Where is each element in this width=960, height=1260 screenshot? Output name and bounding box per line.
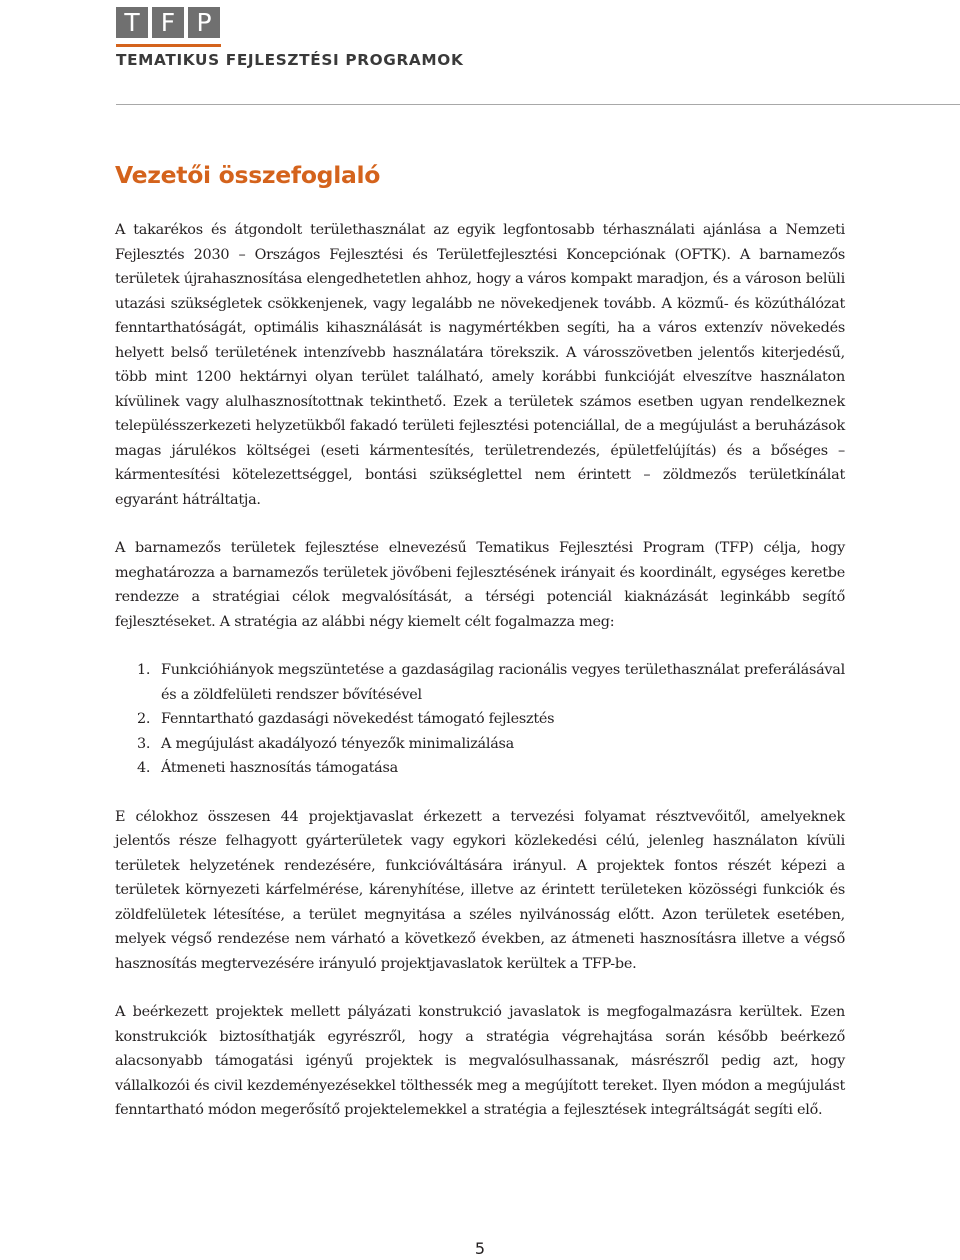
- goal-number: 1.: [137, 662, 151, 678]
- page-header: [0, 0, 960, 110]
- goals-list: [115, 658, 845, 781]
- document-body: [115, 218, 845, 1123]
- logo-letter-t: T: [116, 7, 148, 38]
- goal-number: 3.: [137, 735, 151, 752]
- paragraph-projects: E célokhoz összesen 44 projektjavaslat érkezett a tervezési folyamat résztvevőitől, amelyeknek jelentős része felhagyott gyárterületek vagy egykori közlekedési célú, jelenleg használaton kívüli területek helyzetének rendezésére, funkcióváltására irányul. A projektek fontos részét képezi a területek környezeti kárfelmérése, kárenyhítése, illetve az érintett területeken közösségi funkciók és zöldfelületek létesítése, a terület megnyitása a széles nyilvánosság előtt. Azon területek esetében, melyek végső rendezése nem várható a következő években, az átmeneti hasznosításra illetve a végső hasznosítás megtervezésére irányuló projektjavaslatok kerültek a TFP-be.: [115, 808, 845, 972]
- paragraph-constructions: A beérkezett projektek mellett pályázati konstrukció javaslatok is megfogalmazásra kerültek. Ezen konstrukciók biztosíthatják egyrészről, hogy a stratégia végrehajtása során később beérkező alacsonyabb támogatási igényű projektek is megvalósulhassanak, másrészről pedig azt, hogy vállalkozói és civil kezdeményezésekkel tölthessék meg a megújított tereket. Ilyen módon a megújulást fenntartható módon megerősítő projektelemekkel a stratégia a fejlesztések integráltságát segíti elő.: [115, 1004, 845, 1118]
- paragraph-intro: A takarékos és átgondolt területhasználat az egyik legfontosabb térhasználati ajánlása a Nemzeti Fejlesztés 2030 – Országos Fejlesztési és Területfejlesztési Koncepciónak (OFTK). A barnamezős területek újrahasznosítása elengedhetetlen ahhoz, hogy a város kompakt maradjon, és a városon belüli utazási szükségletek csökkenjenek, vagy legalább ne növekedjenek tovább. A közmű- és közúthálózat fenntarthatóságát, optimális kihasználását is nagymértékben segíti, ha a város extenzív növekedés helyett belső területének intenzívebb használatára törekszik. A városszövetben jelentős kiterjedésű, több mint 1200 hektárnyi olyan terület található, amely korábbi funkcióját elveszítve használaton kívülinek vagy alulhasznosítottnak tekinthető. Ezek a területek számos esetben ugyan rendelkeznek településszerkezeti helyzetükből fakadó területi fejlesztési potenciállal, de a megújulást a beruházások magas járulékos költségei (eseti kármentesítés, területrendezés, épületfelújítás) és a bőséges – kármentesítési kötelezettséggel, bontási szükséglettel nem érintett – zöldmezős területkínálat egyaránt hátráltatja.: [115, 222, 845, 508]
- list-item: [115, 658, 845, 707]
- goal-text: A megújulást akadályozó tényezők minimalizálása: [161, 735, 515, 752]
- goal-number: 4.: [137, 760, 151, 776]
- header-divider: [116, 104, 960, 105]
- list-item: [115, 756, 845, 781]
- paragraph-program-goal: A barnamezős területek fejlesztése elnevezésű Tematikus Fejlesztési Program (TFP) célja, hogy meghatározza a barnamezős területek jövőbeni fejlesztésének irányait és koordinált, egységes keretbe rendezze a stratégiai célok megvalósítását, a térségi potenciál kiaknázását leginkább segítő fejlesztéseket. A stratégia az alábbi négy kiemelt célt fogalmazza meg:: [115, 540, 845, 630]
- goal-number: 2.: [137, 711, 151, 727]
- goal-text: Átmeneti hasznosítás támogatása: [161, 760, 398, 776]
- tfp-logo: [116, 7, 220, 38]
- page-title: Vezetői összefoglaló: [115, 161, 381, 189]
- goal-text: Fenntartható gazdasági növekedést támogató fejlesztés: [161, 711, 555, 727]
- page-number: 5: [474, 1239, 486, 1258]
- brand-title: TEMATIKUS FEJLESZTÉSI PROGRAMOK: [116, 51, 464, 69]
- logo-accent-rule: [116, 44, 221, 47]
- goal-text: Funkcióhiányok megszüntetése a gazdaságilag racionális vegyes területhasználat preferálásával és a zöldfelületi rendszer bővítésével: [161, 662, 845, 703]
- logo-letter-f: F: [152, 7, 184, 38]
- logo-letter-p: P: [188, 7, 220, 38]
- list-item: [115, 707, 845, 732]
- list-item: [115, 732, 845, 757]
